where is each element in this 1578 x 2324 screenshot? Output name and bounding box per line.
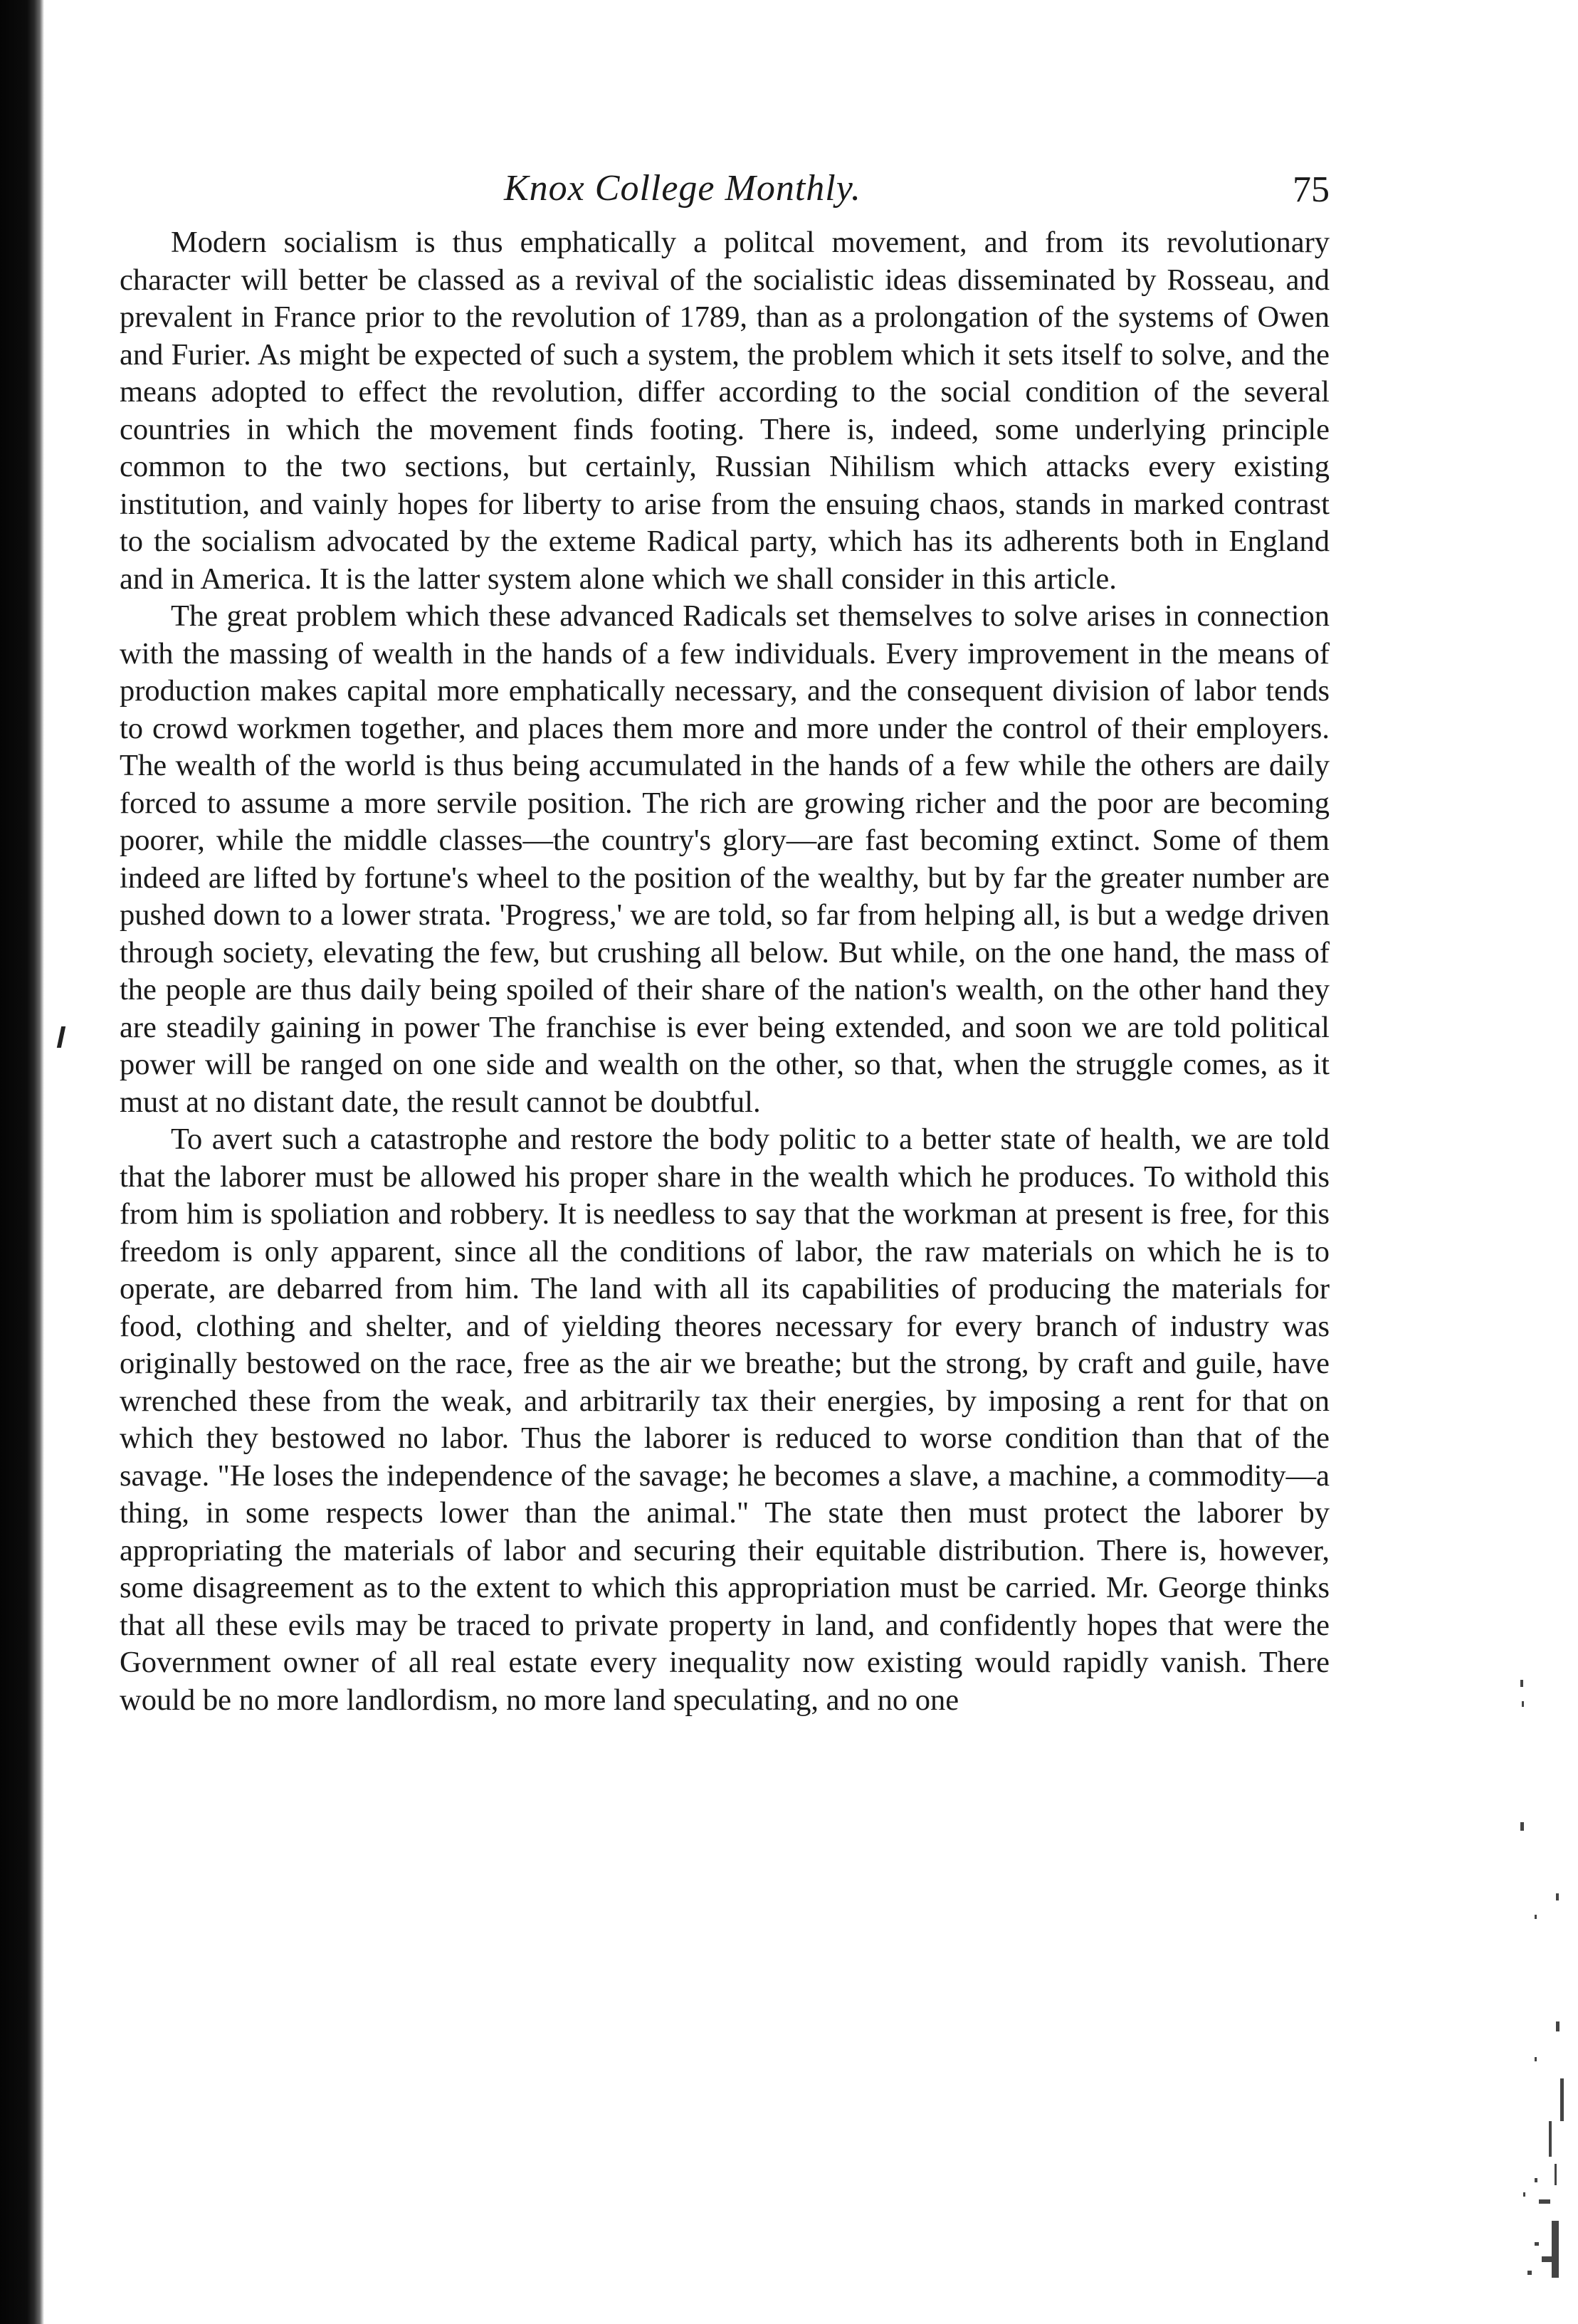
article-body	[120, 224, 1330, 1719]
running-head	[120, 160, 1330, 224]
scan-edge-specks	[1506, 1680, 1570, 2285]
paragraph: Modern socialism is thus emphatically a politcal movement, and from its revolutionary character will better be classed as a revival of the socialistic ideas disseminated by Rosseau, and prevalent in France prior to the revolution of 1789, than as a prolongation of the systems of Owen and Furier. As might be expected of such a system, the problem which it sets itself to solve, and the means adopted to effect the revolution, differ according to the social condition of the several countries in which the movement finds footing. There is, indeed, some underlying principle common to the two sections, but certainly, Russian Nihilism which attacks every existing institution, and vainly hopes for liberty to arise from the ensuing chaos, stands in marked contrast to the socialism advocated by the exteme Radical party, which has its adherents both in England and in America. It is the latter system alone which we shall consider in this article.	[120, 226, 1330, 596]
book-page	[120, 160, 1330, 1719]
paragraph: To avert such a catastrophe and restore the body politic to a better state of health, we are told that the laborer must be allowed his proper share in the wealth which he produces. To withold this from him is spoliation and robbery. It is needless to say that the workman at present is free, for this freedom is only apparent, since all the conditions of labor, the raw materials on which he is to operate, are debarred from him. The land with all its capabilities of producing the materials for food, clothing and shelter, and of yielding theores necessary for every branch of industry was originally bestowed on the race, free as the air we breathe; but the strong, by craft and guile, have wrenched these from the weak, and arbitrarily tax their energies, by imposing a rent for that on which they bestowed no labor. Thus the laborer is reduced to worse condition than that of the savage. "He loses the independence of the savage; he becomes a slave, a machine, a commodity—a thing, in some respects lower than the animal." The state then must protect the laborer by appropriating the materials of labor and securing their equitable distribution. There is, however, some disagreement as to the extent to which this appropriation must be carried. Mr. George thinks that all these evils may be traced to private property in land, and confidently hopes that were the Government owner of all real estate every inequality now existing would rapidly vanish. There would be no more landlordism, no more land speculating, and no one	[120, 1122, 1330, 1717]
page-number: 75	[1293, 169, 1330, 210]
paragraph: The great problem which these advanced Radicals set themselves to solve arises in connection with the massing of wealth in the hands of a few individuals. Every improvement in the means of production makes capital more emphatically necessary, and the consequent division of labor tends to crowd workmen together, and places them more and more under the control of their employers. The wealth of the world is thus being accumulated in the hands of a few while the others are daily forced to assume a more servile position. The rich are growing richer and the poor are becoming poorer, while the middle classes—the country's glory—are fast becoming extinct. Some of them indeed are lifted by fortune's wheel to the position of the wealthy, but by far the greater number are pushed down to a lower strata. 'Progress,' we are told, so far from helping all, is but a wedge driven through society, elevating the few, but crushing all below. But while, on the one hand, the mass of the people are thus daily being spoiled of their share of the nation's wealth, on the other hand they are steadily gaining in power The franchise is ever being extended, and soon we are told political power will be ranged on one side and wealth on the other, so that, when the struggle comes, as it must at no distant date, the result cannot be doubtful.	[120, 599, 1330, 1119]
margin-mark	[57, 1026, 65, 1048]
journal-title: Knox College Monthly.	[504, 168, 861, 209]
page-binding-edge	[0, 0, 44, 2324]
